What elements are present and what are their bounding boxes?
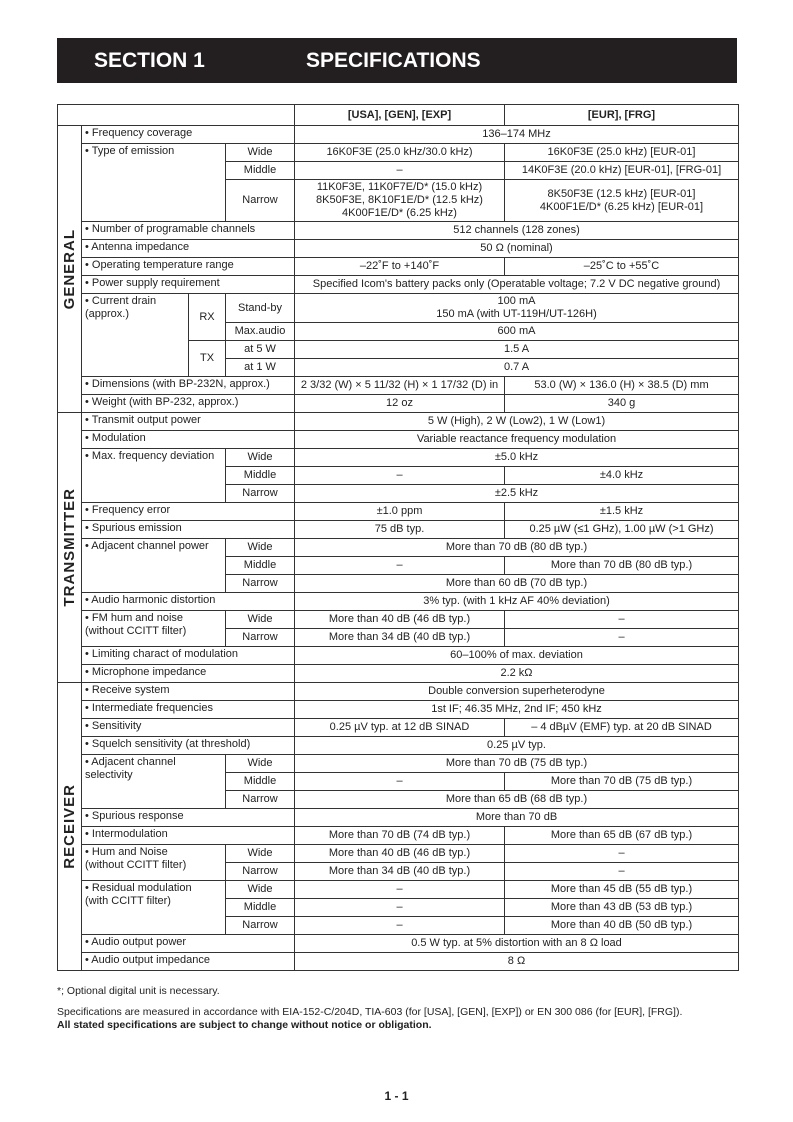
spec-label: • Intermodulation (82, 827, 295, 845)
table-row (58, 503, 739, 521)
table-row (58, 240, 739, 258)
spec-label: • Type of emission (82, 144, 226, 222)
value-cell-usa: More than 70 dB (74 dB typ.) (295, 827, 505, 845)
spec-label: • Microphone impedance (82, 665, 295, 683)
spec-label: • Intermediate frequencies (82, 701, 295, 719)
value-cell-eur: – (505, 629, 739, 647)
spec-label: • Receive system (82, 683, 295, 701)
spec-label: • Number of programable channels (82, 222, 295, 240)
table-row (58, 593, 739, 611)
page-number: 1 - 1 (384, 1089, 409, 1103)
table-row (58, 827, 739, 845)
value-cell-both: 1st IF; 46.35 MHz, 2nd IF; 450 kHz (295, 701, 739, 719)
table-row (58, 144, 739, 162)
table-row (58, 737, 739, 755)
table-row (58, 881, 739, 899)
value-cell-eur: 16K0F3E (25.0 kHz) [EUR-01] (505, 144, 739, 162)
sub-label: Wide (226, 881, 295, 899)
section-label-text: TRANSMITTER (61, 488, 78, 607)
spec-label: • Sensitivity (82, 719, 295, 737)
value-cell-both: More than 60 dB (70 dB typ.) (295, 575, 739, 593)
table-row (58, 755, 739, 773)
section-label-general (58, 126, 82, 413)
spec-label: • Operating temperature range (82, 258, 295, 276)
sub-label: at 1 W (226, 359, 295, 377)
value-cell-usa: 75 dB typ. (295, 521, 505, 539)
spec-label: • Current drain (approx.) (82, 294, 189, 377)
table-row (58, 701, 739, 719)
sub-label: Wide (226, 611, 295, 629)
sub-label: Wide (226, 144, 295, 162)
table-row (58, 809, 739, 827)
value-cell-usa: More than 40 dB (46 dB typ.) (295, 611, 505, 629)
value-cell-both: 8 Ω (295, 953, 739, 971)
section-title: SPECIFICATIONS (306, 49, 481, 72)
group-label: TX (189, 341, 226, 377)
sub-label: Middle (226, 773, 295, 791)
value-cell-both: 0.5 W typ. at 5% distortion with an 8 Ω load (295, 935, 739, 953)
value-cell-eur: – (505, 845, 739, 863)
value-cell-both: More than 70 dB (75 dB typ.) (295, 755, 739, 773)
sub-label: Wide (226, 449, 295, 467)
table-row (58, 665, 739, 683)
value-cell-both: 60–100% of max. deviation (295, 647, 739, 665)
value-cell-eur: – (505, 863, 739, 881)
value-cell-usa: – (295, 557, 505, 575)
spec-label: • FM hum and noise (without CCITT filter) (82, 611, 226, 647)
value-cell-eur: More than 43 dB (53 dB typ.) (505, 899, 739, 917)
value-cell-eur: 14K0F3E (20.0 kHz) [EUR-01], [FRG-01] (505, 162, 739, 180)
sub-label: Narrow (226, 485, 295, 503)
value-cell-both: Double conversion superheterodyne (295, 683, 739, 701)
spec-label: • Weight (with BP-232, approx.) (82, 395, 295, 413)
spec-label: • Adjacent channel selectivity (82, 755, 226, 809)
value-cell-both: Variable reactance frequency modulation (295, 431, 739, 449)
table-row (58, 449, 739, 467)
value-cell-both: 5 W (High), 2 W (Low2), 1 W (Low1) (295, 413, 739, 431)
value-cell-eur: More than 65 dB (67 dB typ.) (505, 827, 739, 845)
value-cell-eur: –25˚C to +55˚C (505, 258, 739, 276)
spec-label: • Dimensions (with BP-232N, approx.) (82, 377, 295, 395)
value-cell-both: More than 65 dB (68 dB typ.) (295, 791, 739, 809)
value-cell-eur: More than 40 dB (50 dB typ.) (505, 917, 739, 935)
value-cell-both: More than 70 dB (80 dB typ.) (295, 539, 739, 557)
value-cell-eur: ±4.0 kHz (505, 467, 739, 485)
section-label-text: RECEIVER (61, 784, 78, 869)
spec-label: • Frequency coverage (82, 126, 295, 144)
sub-label: Middle (226, 467, 295, 485)
value-cell-usa: – (295, 467, 505, 485)
sub-label: Stand-by (226, 294, 295, 323)
table-row (58, 647, 739, 665)
sub-label: at 5 W (226, 341, 295, 359)
spec-label: • Power supply requirement (82, 276, 295, 294)
sub-label: Middle (226, 899, 295, 917)
spec-label: • Transmit output power (82, 413, 295, 431)
table-row (58, 377, 739, 395)
spec-label: • Hum and Noise (without CCITT filter) (82, 845, 226, 881)
value-cell-usa: 0.25 µV typ. at 12 dB SINAD (295, 719, 505, 737)
sub-label: Narrow (226, 863, 295, 881)
spec-label: • Frequency error (82, 503, 295, 521)
value-cell-both: 2.2 kΩ (295, 665, 739, 683)
value-cell-both: 136–174 MHz (295, 126, 739, 144)
value-cell-usa: 2 3/32 (W) × 5 11/32 (H) × 1 17/32 (D) in (295, 377, 505, 395)
sub-label: Narrow (226, 791, 295, 809)
value-cell-usa: –22˚F to +140˚F (295, 258, 505, 276)
sub-label: Narrow (226, 180, 295, 222)
value-cell-eur: 8K50F3E (12.5 kHz) [EUR-01] 4K00F1E/D* (6.25 kHz) [EUR-01] (505, 180, 739, 222)
value-cell-eur: – (505, 611, 739, 629)
value-cell-both: 50 Ω (nominal) (295, 240, 739, 258)
value-cell-usa: More than 34 dB (40 dB typ.) (295, 863, 505, 881)
table-header-row (58, 105, 739, 126)
table-row (58, 719, 739, 737)
value-cell-both: More than 70 dB (295, 809, 739, 827)
sub-label: Middle (226, 162, 295, 180)
value-cell-usa: – (295, 162, 505, 180)
value-cell-both: 100 mA 150 mA (with UT-119H/UT-126H) (295, 294, 739, 323)
specifications-table (57, 104, 739, 971)
value-cell-usa: More than 34 dB (40 dB typ.) (295, 629, 505, 647)
table-row (58, 126, 739, 144)
value-cell-both: ±2.5 kHz (295, 485, 739, 503)
footnote-disclaimer: All stated specifications are subject to change without notice or obligation. (57, 1019, 432, 1031)
header-usa: [USA], [GEN], [EXP] (295, 105, 505, 126)
spec-label: • Squelch sensitivity (at threshold) (82, 737, 295, 755)
sub-label: Middle (226, 557, 295, 575)
spec-label: • Adjacent channel power (82, 539, 226, 593)
value-cell-both: 3% typ. (with 1 kHz AF 40% deviation) (295, 593, 739, 611)
table-row (58, 294, 739, 323)
spec-label: • Modulation (82, 431, 295, 449)
footnote-asterisk: *; Optional digital unit is necessary. (57, 985, 220, 997)
sub-label: Narrow (226, 629, 295, 647)
spec-label: • Audio output impedance (82, 953, 295, 971)
spec-label: • Max. frequency deviation (82, 449, 226, 503)
section-label-text: GENERAL (61, 228, 78, 310)
value-cell-usa: ±1.0 ppm (295, 503, 505, 521)
table-row (58, 845, 739, 863)
footnote-standards: Specifications are measured in accordance with EIA-152-C/204D, TIA-603 (for [USA], [GEN], [EXP]) or EN 300 086 (for [EUR], [FRG]). (57, 1006, 683, 1018)
table-row (58, 395, 739, 413)
sub-label: Narrow (226, 917, 295, 935)
spec-label: • Limiting charact of modulation (82, 647, 295, 665)
table-row (58, 953, 739, 971)
value-cell-both: ±5.0 kHz (295, 449, 739, 467)
value-cell-both: Specified Icom's battery packs only (Operatable voltage; 7.2 V DC negative ground) (295, 276, 739, 294)
value-cell-usa: – (295, 881, 505, 899)
table-row (58, 539, 739, 557)
value-cell-usa: More than 40 dB (46 dB typ.) (295, 845, 505, 863)
value-cell-eur: More than 70 dB (80 dB typ.) (505, 557, 739, 575)
table-row (58, 431, 739, 449)
table-row (58, 611, 739, 629)
section-label-receiver (58, 683, 82, 971)
sub-label: Max.audio (226, 323, 295, 341)
value-cell-usa: 16K0F3E (25.0 kHz/30.0 kHz) (295, 144, 505, 162)
value-cell-usa: 11K0F3E, 11K0F7E/D* (15.0 kHz) 8K50F3E, 8K10F1E/D* (12.5 kHz) 4K00F1E/D* (6.25 kHz) (295, 180, 505, 222)
value-cell-usa: – (295, 899, 505, 917)
value-cell-usa: – (295, 773, 505, 791)
spec-label: • Spurious emission (82, 521, 295, 539)
table-row (58, 258, 739, 276)
header-blank-cell (58, 105, 295, 126)
value-cell-both: 512 channels (128 zones) (295, 222, 739, 240)
value-cell-eur: 340 g (505, 395, 739, 413)
value-cell-eur: 0.25 µW (≤1 GHz), 1.00 µW (>1 GHz) (505, 521, 739, 539)
spec-label: • Audio output power (82, 935, 295, 953)
value-cell-eur: – 4 dBµV (EMF) typ. at 20 dB SINAD (505, 719, 739, 737)
table-row (58, 683, 739, 701)
value-cell-eur: More than 45 dB (55 dB typ.) (505, 881, 739, 899)
sub-label: Wide (226, 845, 295, 863)
spec-label: • Residual modulation (with CCITT filter) (82, 881, 226, 935)
value-cell-both: 0.7 A (295, 359, 739, 377)
value-cell-both: 0.25 µV typ. (295, 737, 739, 755)
header-eur: [EUR], [FRG] (505, 105, 739, 126)
spec-label: • Spurious response (82, 809, 295, 827)
value-cell-both: 600 mA (295, 323, 739, 341)
group-label: RX (189, 294, 226, 341)
table-row (58, 521, 739, 539)
section-number: SECTION 1 (94, 49, 205, 72)
section-banner (57, 38, 737, 83)
sub-label: Wide (226, 755, 295, 773)
table-row (58, 222, 739, 240)
value-cell-eur: More than 70 dB (75 dB typ.) (505, 773, 739, 791)
value-cell-eur: ±1.5 kHz (505, 503, 739, 521)
spec-label: • Antenna impedance (82, 240, 295, 258)
sub-label: Wide (226, 539, 295, 557)
table-row (58, 276, 739, 294)
value-cell-eur: 53.0 (W) × 136.0 (H) × 38.5 (D) mm (505, 377, 739, 395)
value-cell-usa: – (295, 917, 505, 935)
value-cell-both: 1.5 A (295, 341, 739, 359)
section-label-transmitter (58, 413, 82, 683)
value-cell-usa: 12 oz (295, 395, 505, 413)
spec-label: • Audio harmonic distortion (82, 593, 295, 611)
sub-label: Narrow (226, 575, 295, 593)
table-row (58, 935, 739, 953)
table-row (58, 413, 739, 431)
